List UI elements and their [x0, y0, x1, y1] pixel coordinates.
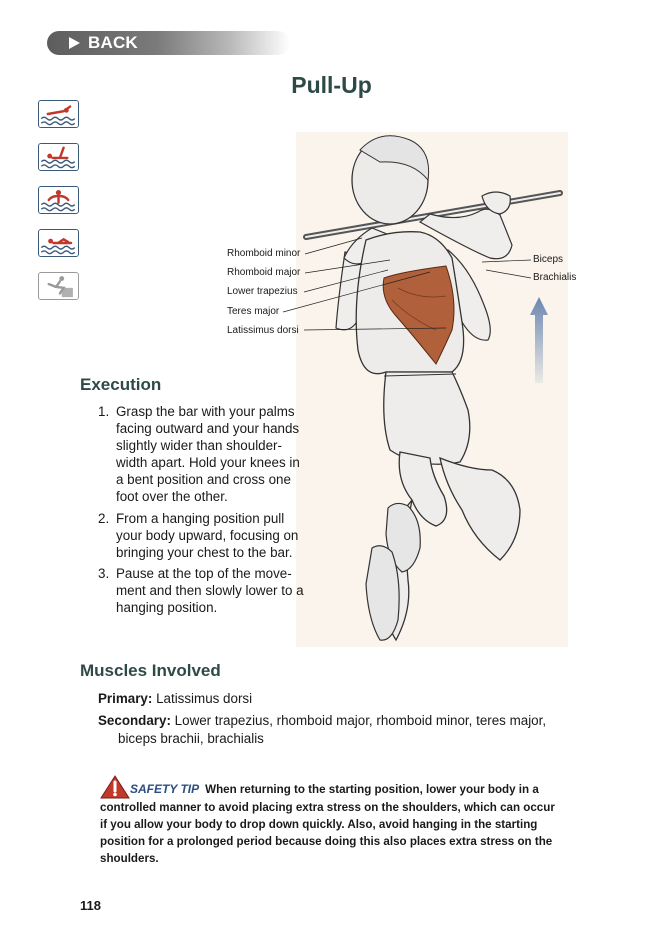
- muscles-heading: Muscles Involved: [80, 661, 221, 680]
- secondary-value: Lower trapezius, rhomboid major, rhomboid minor, teres major, biceps brachii, brachialis: [118, 713, 547, 746]
- primary-label: Primary:: [98, 691, 153, 706]
- swim-breaststroke-icon[interactable]: [38, 229, 79, 257]
- label-lower-trapezius: Lower trapezius: [227, 286, 298, 297]
- label-latissimus-dorsi: Latissimus dorsi: [227, 325, 299, 336]
- label-brachialis: Brachialis: [533, 272, 577, 283]
- page-title: Pull-Up: [291, 72, 372, 98]
- warning-icon: [100, 775, 130, 799]
- secondary-label: Secondary:: [98, 713, 171, 728]
- figure-background: [296, 132, 568, 647]
- swim-backstroke-icon[interactable]: [38, 143, 79, 171]
- step-number: 2.: [98, 510, 110, 526]
- label-rhomboid-minor: Rhomboid minor: [227, 248, 301, 259]
- list-item: [98, 510, 308, 561]
- swim-start-icon[interactable]: [38, 272, 79, 300]
- back-label: BACK: [88, 33, 138, 52]
- list-item: [98, 403, 308, 506]
- swim-freestyle-icon[interactable]: [38, 100, 79, 128]
- safety-tip: [100, 775, 562, 867]
- step-number: 3.: [98, 565, 110, 581]
- primary-muscles: [98, 690, 252, 708]
- execution-steps: [98, 403, 308, 620]
- back-button[interactable]: [47, 31, 290, 55]
- play-arrow-icon: [69, 37, 80, 49]
- side-icon-nav: [38, 100, 80, 315]
- secondary-muscles: [98, 712, 573, 747]
- primary-value: Latissimus dorsi: [156, 691, 253, 706]
- label-rhomboid-major: Rhomboid major: [227, 267, 301, 278]
- step-text: Pause at the top of the movement and then slowly lower to a hanging position.: [116, 565, 304, 616]
- step-number: 1.: [98, 404, 110, 419]
- safety-tip-text: When returning to the starting position, lower your body in a controlled manner to avoid placing extra stress on the shoulders, which can occur if you allow your body to drop down quickly. Also, avoid hanging in the starting position for a prolonged period because doing this also places extra stress on the shoulders.: [100, 783, 555, 865]
- label-biceps: Biceps: [533, 254, 564, 265]
- step-text: Grasp the bar with your palms facing outward and your hands slightly wider than shoulder-width apart. Hold your knees in a bent position and cross one foot over the other.: [116, 404, 300, 505]
- label-teres-major: Teres major: [227, 306, 280, 317]
- page-number: 118: [80, 898, 101, 913]
- step-text: From a hanging position pull your body upward, focusing on bringing your chest to the bar.: [116, 510, 299, 560]
- execution-heading: Execution: [80, 375, 162, 394]
- safety-tip-label: SAFETY TIP: [130, 782, 200, 796]
- swim-butterfly-icon[interactable]: [38, 186, 79, 214]
- list-item: [98, 565, 308, 616]
